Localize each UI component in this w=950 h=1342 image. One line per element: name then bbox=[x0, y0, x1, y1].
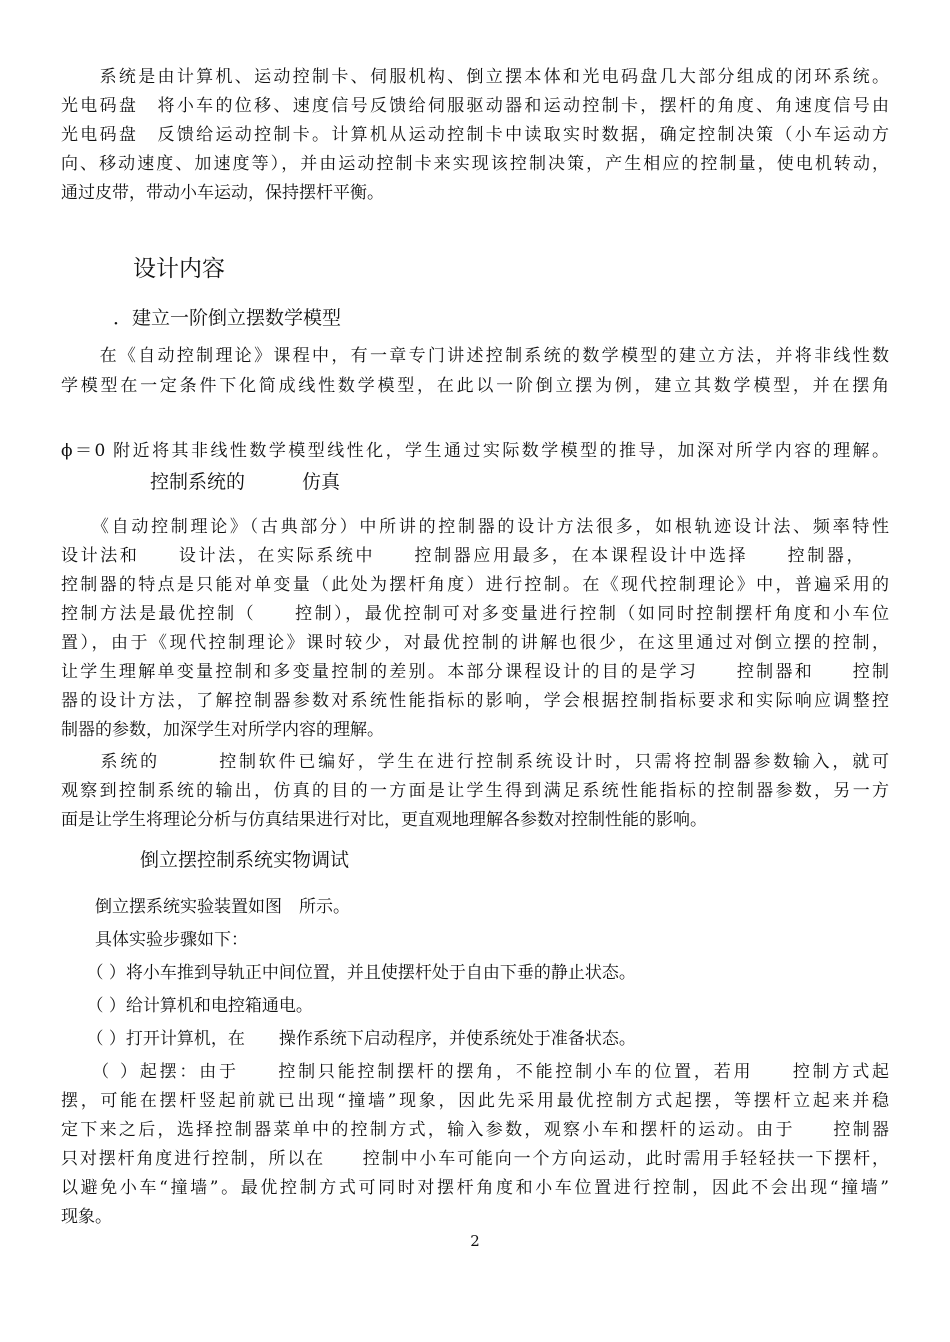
body-text-line: 控制方法是最优控制（ 控制），最优控制可对多变量进行控制（如同时控制摆杆角度和小车位 bbox=[61, 604, 889, 624]
body-text-line: 学模型在一定条件下化简成线性数学模型，在此以一阶倒立摆为例，建立其数学模型，并在摆角 bbox=[61, 376, 889, 396]
body-text-line: 系统是由计算机、运动控制卡、伺服机构、倒立摆本体和光电码盘几大部分组成的闭环系统。 bbox=[61, 67, 889, 87]
section-heading: 设计内容 bbox=[133, 256, 225, 282]
body-text-line: 通过皮带，带动小车运动，保持摆杆平衡。 bbox=[61, 183, 384, 203]
page-number: 2 bbox=[470, 1232, 480, 1250]
body-text-line: 控制器的特点是只能对单变量（此处为摆杆角度）进行控制。在《现代控制理论》中，普遍采用的 bbox=[61, 575, 889, 595]
subsection-heading: ．建立一阶倒立摆数学模型 bbox=[113, 307, 342, 329]
body-text-line: 定下来之后，选择控制器菜单中的控制方式，输入参数，观察小车和摆杆的运动。由于 控制器 bbox=[61, 1120, 889, 1140]
list-item: （ ）打开计算机，在 操作系统下启动程序，并使系统处于准备状态。 bbox=[61, 1029, 636, 1049]
body-text-line: 让学生理解单变量控制和多变量控制的差别。本部分课程设计的目的是学习 控制器和 控制 bbox=[61, 662, 889, 682]
body-text-line: 制器的参数，加深学生对所学内容的理解。 bbox=[61, 720, 384, 740]
body-text-line: 以避免小车“撞墙”。最优控制方式可同时对摆杆角度和小车位置进行控制，因此不会出现“撞墙” bbox=[61, 1178, 889, 1198]
body-text-line: 现象。 bbox=[61, 1207, 112, 1227]
body-text-line: 向、移动速度、加速度等），并由运动控制卡来实现该控制决策，产生相应的控制量，使电机转动， bbox=[61, 154, 889, 174]
subsection-heading: 控制系统的 仿真 bbox=[150, 471, 341, 493]
body-text-line: ϕ＝0 附近将其非线性数学模型线性化，学生通过实际数学模型的推导，加深对所学内容的理解。 bbox=[61, 441, 889, 461]
body-text-line: 置），由于《现代控制理论》课时较少，对最优控制的讲解也很少，在这里通过对倒立摆的控制， bbox=[61, 633, 889, 653]
body-text-line: 观察到控制系统的输出，仿真的目的一方面是让学生得到满足系统性能指标的控制器参数，另一方 bbox=[61, 781, 889, 801]
body-text-line: 设计法和 设计法，在实际系统中 控制器应用最多，在本课程设计中选择 控制器， bbox=[61, 546, 889, 566]
list-item: （ ）给计算机和电控箱通电。 bbox=[61, 996, 313, 1016]
body-text-line: 系统的 控制软件已编好，学生在进行控制系统设计时，只需将控制器参数输入，就可 bbox=[61, 752, 889, 772]
subsection-heading: 倒立摆控制系统实物调试 bbox=[140, 849, 350, 871]
body-text-line: 在《自动控制理论》课程中，有一章专门讲述控制系统的数学模型的建立方法，并将非线性数 bbox=[61, 346, 889, 366]
body-text-line: 具体实验步骤如下： bbox=[61, 930, 248, 950]
body-text-line: 光电码盘 反馈给运动控制卡。计算机从运动控制卡中读取实时数据，确定控制决策（小车运动方 bbox=[61, 125, 889, 145]
body-text-line: 倒立摆系统实验装置如图 所示。 bbox=[61, 897, 350, 917]
list-item: （ ）将小车推到导轨正中间位置，并且使摆杆处于自由下垂的静止状态。 bbox=[61, 963, 636, 983]
body-text-line: 只对摆杆角度进行控制，所以在 控制中小车可能向一个方向运动，此时需用手轻轻扶一下摆杆， bbox=[61, 1149, 889, 1169]
body-text-line: 器的设计方法，了解控制器参数对系统性能指标的影响，学会根据控制指标要求和实际响应调整控 bbox=[61, 691, 889, 711]
body-text-line: 面是让学生将理论分析与仿真结果进行对比，更直观地理解各参数对控制性能的影响。 bbox=[61, 810, 707, 830]
body-text-line: 摆，可能在摆杆竖起前就已出现“撞墙”现象，因此先采用最优控制方式起摆，等摆杆立起来并稳 bbox=[61, 1091, 889, 1111]
body-text-line: 《自动控制理论》（古典部分）中所讲的控制器的设计方法很多，如根轨迹设计法、频率特性 bbox=[61, 517, 889, 537]
list-item: （ ）起摆：由于 控制只能控制摆杆的摆角，不能控制小车的位置，若用 控制方式起 bbox=[61, 1062, 889, 1082]
body-text-line: 光电码盘 将小车的位移、速度信号反馈给伺服驱动器和运动控制卡，摆杆的角度、角速度信号由 bbox=[61, 96, 889, 116]
